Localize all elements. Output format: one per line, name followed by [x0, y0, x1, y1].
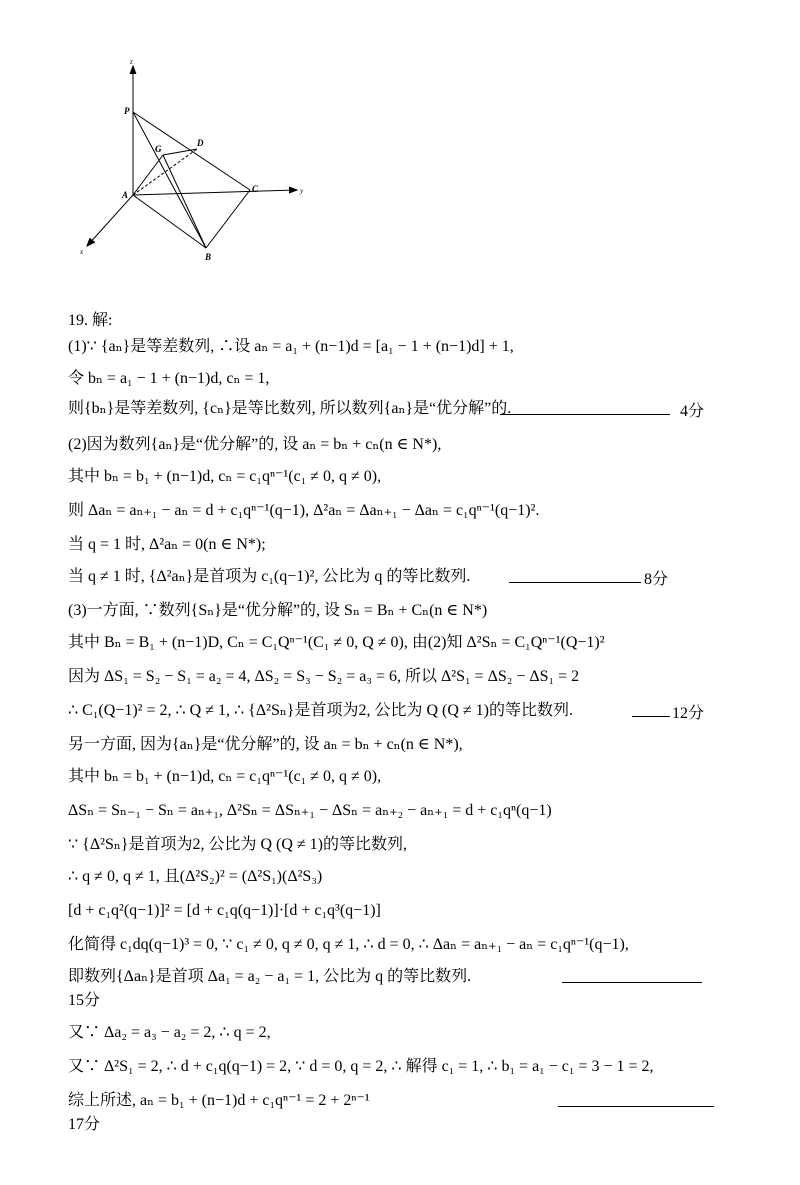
edge-GB	[163, 155, 206, 248]
solution-line: 化简得 c₁dq(q−1)³ = 0, ∵ c₁ ≠ 0, q ≠ 0, q ≠ 1, ∴ d = 0, ∴ Δaₙ = aₙ₊₁ − aₙ = c₁qⁿ⁻¹(q−1),	[68, 936, 629, 953]
label-x: x	[80, 248, 84, 256]
solution-line: 综上所述, aₙ = b₁ + (n−1)d + c₁qⁿ⁻¹ = 2 + 2ⁿ⁻¹	[68, 1092, 370, 1109]
z-axis-arrow	[130, 66, 136, 74]
answer-blank	[632, 716, 670, 717]
answer-blank	[509, 582, 641, 583]
solution-line: 令 bₙ = a₁ − 1 + (n−1)d, cₙ = 1,	[68, 370, 270, 387]
solution-line: 则 Δaₙ = aₙ₊₁ − aₙ = d + c₁qⁿ⁻¹(q−1), Δ²aₙ = Δaₙ₊₁ − Δaₙ = c₁qⁿ⁻¹(q−1)².	[68, 502, 540, 519]
solution-line: 15分	[68, 992, 101, 1009]
label-A: A	[122, 190, 129, 200]
label-z: z	[130, 58, 133, 66]
solution-line: (1)∵ {aₙ}是等差数列, ∴设 aₙ = a₁ + (n−1)d = [a₁ − 1 + (n−1)d] + 1,	[68, 338, 514, 355]
label-B: B	[205, 252, 212, 262]
solution-line: 其中 bₙ = b₁ + (n−1)d, cₙ = c₁qⁿ⁻¹(c₁ ≠ 0, q ≠ 0),	[68, 768, 382, 785]
solution-line: 因为 ΔS₁ = S₂ − S₁ = a₂ = 4, ΔS₂ = S₃ − S₂ = a₃ = 6, 所以 Δ²S₁ = ΔS₂ − ΔS₁ = 2	[68, 668, 580, 685]
solution-line: 又∵ Δa₂ = a₃ − a₂ = 2, ∴ q = 2,	[68, 1024, 271, 1041]
solution-line: 即数列{Δaₙ}是首项 Δa₁ = a₂ − a₁ = 1, 公比为 q 的等比数列.	[68, 968, 472, 985]
pyramid-diagram	[60, 40, 320, 280]
label-y: y	[300, 187, 304, 195]
y-axis	[133, 190, 296, 195]
answer-blank	[500, 414, 670, 415]
solution-line: 则{bₙ}是等差数列, {cₙ}是等比数列, 所以数列{aₙ}是“优分解”的.	[68, 400, 512, 417]
solution-line: ∵ {Δ²Sₙ}是首项为2, 公比为 Q (Q ≠ 1)的等比数列,	[68, 836, 407, 853]
label-D: D	[197, 138, 204, 148]
y-axis-arrow	[289, 187, 297, 193]
score-label: 12分	[672, 705, 705, 722]
edge-PC	[133, 112, 250, 190]
edge-GD	[163, 149, 197, 155]
edge-AB	[133, 195, 206, 248]
solution-line: ∴ C₁(Q−1)² = 2, ∴ Q ≠ 1, ∴ {Δ²Sₙ}是首项为2, 公比为 Q (Q ≠ 1)的等比数列.	[68, 702, 573, 719]
score-label: 8分	[644, 571, 669, 588]
geometry-figure	[60, 40, 320, 280]
label-C: C	[252, 184, 259, 194]
solution-line: 当 q ≠ 1 时, {Δ²aₙ}是首项为 c₁(q−1)², 公比为 q 的等比数列.	[68, 568, 471, 585]
solution-line: 又∵ Δ²S₁ = 2, ∴ d + c₁q(q−1) = 2, ∵ d = 0, q = 2, ∴ 解得 c₁ = 1, ∴ b₁ = a₁ − c₁ = 3 − 1 = 2,	[68, 1058, 654, 1075]
edge-AG	[133, 155, 163, 195]
solution-line: [d + c₁q²(q−1)]² = [d + c₁q(q−1)]·[d + c₁q³(q−1)]	[68, 902, 381, 919]
label-P: P	[124, 106, 130, 116]
solution-line: 其中 Bₙ = B₁ + (n−1)D, Cₙ = C₁Qⁿ⁻¹(C₁ ≠ 0, Q ≠ 0), 由(2)知 Δ²Sₙ = C₁Qⁿ⁻¹(Q−1)²	[68, 634, 605, 651]
edge-BC	[206, 190, 250, 248]
label-G: G	[155, 144, 162, 154]
solution-line: ∴ q ≠ 0, q ≠ 1, 且(Δ²S₂)² = (Δ²S₁)(Δ²S₃)	[68, 868, 323, 885]
solution-line: 另一方面, 因为{aₙ}是“优分解”的, 设 aₙ = bₙ + cₙ(n ∈ N*),	[68, 736, 463, 753]
answer-blank	[562, 982, 702, 983]
solution-line: ΔSₙ = Sₙ₋₁ − Sₙ = aₙ₊₁, Δ²Sₙ = ΔSₙ₊₁ − ΔSₙ = aₙ₊₂ − aₙ₊₁ = d + c₁qⁿ(q−1)	[68, 802, 552, 819]
solution-line: 17分	[68, 1116, 101, 1133]
solution-line: 当 q = 1 时, Δ²aₙ = 0(n ∈ N*);	[68, 536, 266, 553]
solution-heading: 19. 解:	[68, 312, 113, 329]
solution-line: (2)因为数列{aₙ}是“优分解”的, 设 aₙ = bₙ + cₙ(n ∈ N*),	[68, 436, 442, 453]
solution-line: 其中 bₙ = b₁ + (n−1)d, cₙ = c₁qⁿ⁻¹(c₁ ≠ 0, q ≠ 0),	[68, 468, 382, 485]
answer-blank	[558, 1106, 714, 1107]
x-axis	[88, 195, 133, 245]
score-label: 4分	[680, 403, 705, 420]
solution-line: (3)一方面, ∵数列{Sₙ}是“优分解”的, 设 Sₙ = Bₙ + Cₙ(n ∈ N*)	[68, 602, 488, 619]
